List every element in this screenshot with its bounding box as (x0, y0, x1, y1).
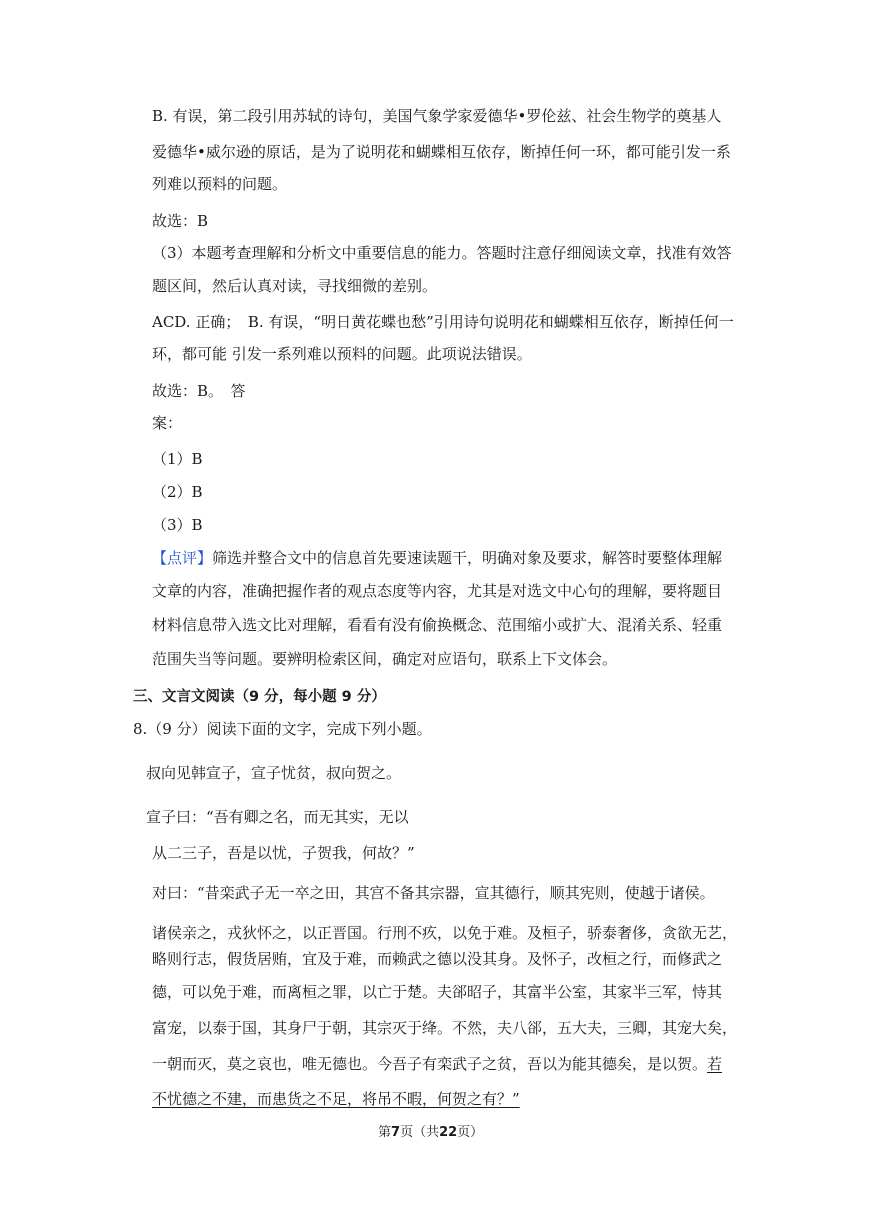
answer-line-1: B. 有误，第二段引用苏轼的诗句，美国气象学家爱德华•罗伦兹、社会生物学的奠基人 (152, 107, 722, 125)
passage-line-1: 叔向见韩宣子，宣子忧贫，叔向贺之。 (146, 764, 402, 782)
answer-item-3: （3）B (152, 516, 203, 534)
answer-line-5: （3）本题考查理解和分析文中重要信息的能力。答题时注意仔细阅读文章，找准有效答 (152, 244, 732, 262)
question-prompt: 8.（9 分）阅读下面的文字，完成下列小题。 (133, 720, 432, 738)
passage-line-2: 宣子曰：“吾有卿之名，而无其实，无以 (146, 808, 409, 826)
answer-line-9: 故选：B。 答 (152, 382, 246, 400)
comment-line-4: 范围失当等问题。要辨明检索区间，确定对应语句，联系上下文体会。 (152, 650, 618, 668)
page-footer (378, 1123, 483, 1143)
footer-suffix: 页） (457, 1125, 484, 1140)
passage-line-3: 从二三子，吾是以忧，子贺我，何故？” (152, 844, 415, 862)
comment-first-text: 筛选并整合文中的信息首先要速读题干，明确对象及要求，解答时要整体理解 (212, 549, 723, 567)
comment-line-1 (152, 548, 722, 568)
footer-prefix: 第 (378, 1125, 392, 1140)
passage-line-10 (152, 1089, 520, 1109)
answer-item-1: （1）B (152, 450, 203, 468)
answer-line-2: 爱德华•威尔逊的原话，是为了说明花和蝴蝶相互依存，断掉任何一环，都可能引发一系 (152, 143, 731, 161)
answer-line-7: ACD. 正确； B. 有误，“明日黄花蝶也愁”引用诗句说明花和蝴蝶相互依存，断掉任何一 (152, 313, 734, 331)
passage-line-4: 对曰：“昔栾武子无一卒之田，其宫不备其宗器，宣其德行，顺其宪则，使越于诸侯。 (152, 884, 715, 902)
passage-line-7: 德，可以免于难，而离桓之罪，以亡于楚。夫郤昭子，其富半公室，其家半三军，恃其 (152, 983, 723, 1001)
footer-total-pages: 22 (439, 1125, 458, 1140)
passage-line-6: 略则行志，假货居贿，宜及于难，而赖武之德以没其身。及怀子，改桓之行，而修武之 (152, 950, 723, 968)
passage-line-9-text: 一朝而灭，莫之哀也，唯无德也。今吾子有栾武子之贫，吾以为能其德矣，是以贺。 (152, 1055, 708, 1073)
answer-line-8: 环，都可能 引发一系列难以预料的问题。此项说法错误。 (152, 345, 532, 363)
comment-tag: 【点评】 (152, 549, 213, 567)
section-heading: 三、文言文阅读（9 分，每小题 9 分） (133, 689, 386, 705)
answer-line-10: 案： (152, 414, 183, 432)
footer-page-number: 7 (391, 1125, 401, 1140)
comment-line-3: 材料信息带入选文比对理解，看看有没有偷换概念、范围缩小或扩大、混淆关系、轻重 (152, 616, 723, 634)
passage-line-9 (152, 1054, 722, 1074)
answer-line-4: 故选：B (152, 212, 209, 230)
answer-line-3: 列难以预料的问题。 (152, 175, 288, 193)
footer-middle: 页（共 (400, 1125, 440, 1140)
answer-item-2: （2）B (152, 483, 203, 501)
comment-line-2: 文章的内容，准确把握作者的观点态度等内容，尤其是对选文中心句的理解，要将题目 (152, 582, 723, 600)
passage-line-8: 富宠，以泰于国，其身尸于朝，其宗灭于绛。不然，夫八郤，五大夫，三卿，其宠大矣， (152, 1019, 738, 1037)
passage-line-5: 诸侯亲之，戎狄怀之，以正晋国。行刑不疚，以免于难。及桓子，骄泰奢侈，贪欲无艺， (152, 924, 738, 942)
answer-line-6: 题区间，然后认真对读，寻找细微的差别。 (152, 277, 438, 295)
underlined-sentence: 不忧德之不建，而患货之不足，将吊不暇，何贺之有？” (152, 1090, 520, 1108)
underlined-sentence-start: 若 (707, 1055, 723, 1073)
